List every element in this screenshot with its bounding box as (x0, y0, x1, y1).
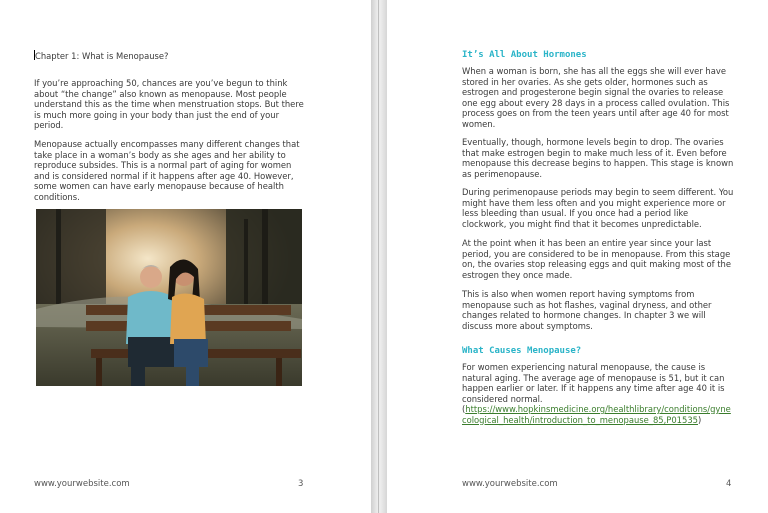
paragraph-hormone-drop: Eventually, though, hormone levels begin to drop. The ovaries that make estrogen begin to make much less of it. Even before menopause this decrease begins to happen. This stage is known as perimenopause. (462, 137, 734, 179)
right-page (387, 0, 768, 513)
heading-causes: What Causes Menopause? (462, 346, 582, 356)
paragraph-definition: Menopause actually encompasses many different changes that take place in a woman’s body as she ages and her ability to reproduce subsides. This is a normal part of aging for women and is considered normal if it happens after age 40. However, some women can have early menopause because of health conditions. (34, 139, 300, 202)
page-number: 4 (726, 479, 732, 489)
photo-two-women-on-bench[interactable] (36, 209, 302, 386)
footer-website: www.yourwebsite.com (34, 479, 130, 489)
left-page (0, 0, 371, 513)
paragraph-symptoms: This is also when women report having symptoms from menopause such as hot flashes, vaginal dryness, and other changes related to hormone changes. In chapter 3 we will discuss more about symptoms. (462, 289, 712, 331)
paragraph-perimenopause: During perimenopause periods may begin to seem different. You might have them less often and you might experience more or less bleeding than usual. If you once had a period like clockwork, you might find that it becomes unpredictable. (462, 187, 734, 229)
link-close-paren: ) (697, 414, 702, 425)
link-open-paren: ( (462, 404, 466, 414)
chapter-title-text: Chapter 1: What is Menopause? (35, 51, 169, 61)
paragraph-causes (462, 362, 734, 425)
paragraph-eggs: When a woman is born, she has all the eggs she will ever have stored in her ovaries. As she gets older, hormones such as estrogen and progesterone begin signal the ovaries to release one egg about every 28 days in a process called ovulation. This process goes on from the teen years until after age 40 for most women. (462, 66, 730, 129)
page-gutter (371, 0, 387, 513)
heading-hormones: It’s All About Hormones (462, 50, 587, 60)
footer-website: www.yourwebsite.com (462, 479, 558, 489)
hopkins-link[interactable]: https://www.hopkinsmedicine.org/healthlibrary/conditions/gynecological_health/introduction_to_menopause_85,P01535 (462, 404, 731, 425)
page-divider (378, 0, 379, 513)
paragraph-intro: If you’re approaching 50, chances are you’ve begun to think about “the change” also known as menopause. Most people understand this as the time when menstruation stops. But there is much more going in your body than just the end of your period. (34, 78, 304, 130)
page-number: 3 (298, 479, 304, 489)
chapter-title[interactable] (34, 50, 304, 62)
causes-text: For women experiencing natural menopause, the cause is natural aging. The average age of menopause is 51, but it can happen earlier or later. If it happens any time after age 40 it is considered normal. (462, 362, 725, 404)
paragraph-menopause-point: At the point when it has been an entire year since your last period, you are considered to be in menopause. From this stage on, the ovaries stop releasing eggs and quit making most of the estrogen they once made. (462, 238, 732, 280)
